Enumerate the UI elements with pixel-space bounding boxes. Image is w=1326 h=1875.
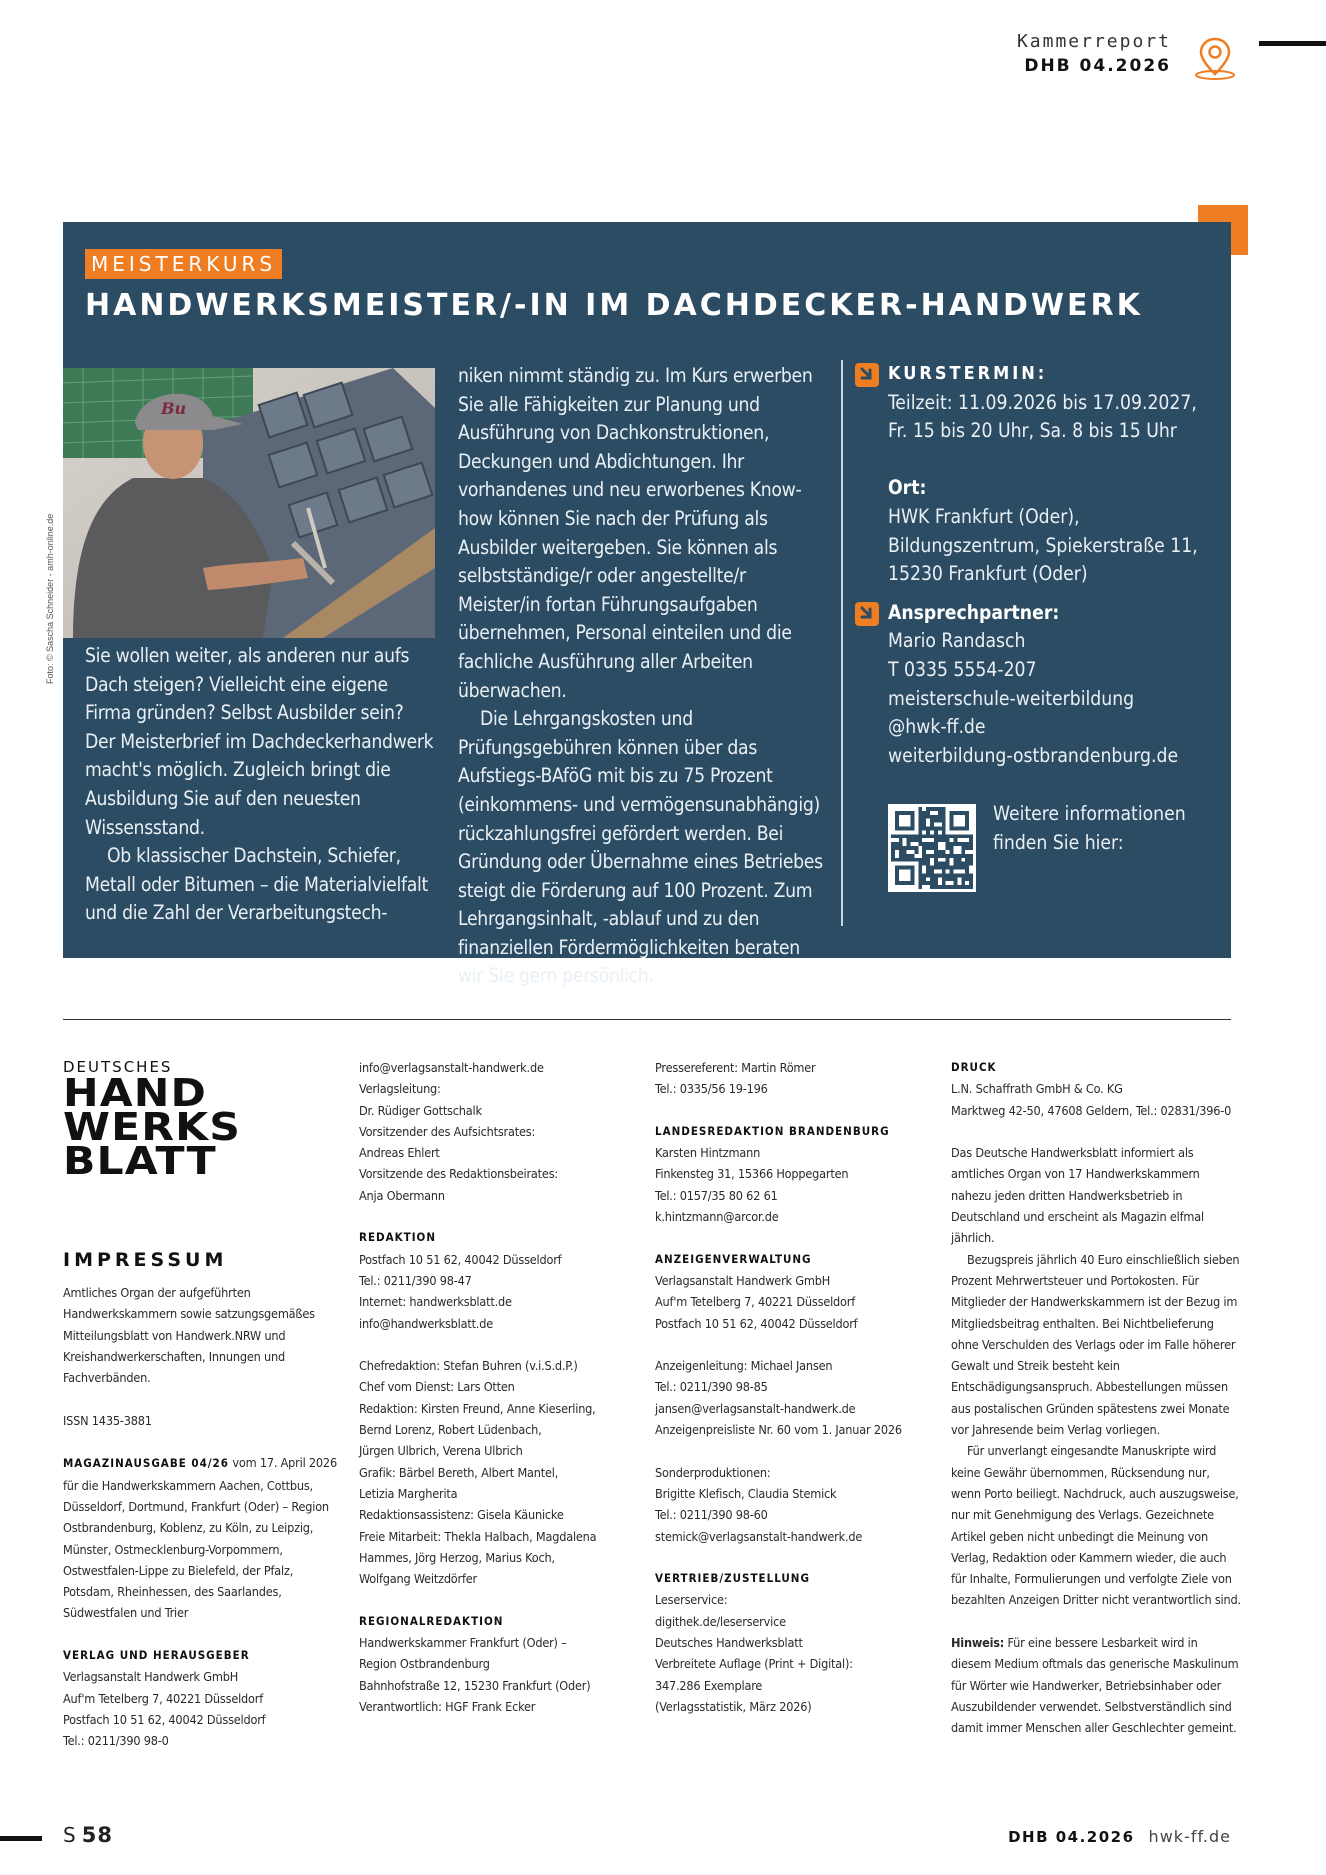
logo-line: WERKS [63, 1105, 242, 1149]
text-line: Pressereferent: Martin Römer [655, 1060, 816, 1075]
text-line: L.N. Schaffrath GmbH & Co. KG [951, 1081, 1123, 1097]
publisher-heading: VERLAG UND HERAUSGEBER [63, 1648, 250, 1663]
text-line: Verantwortlich: HGF Frank Ecker [359, 1698, 536, 1714]
text-line: Jürgen Ulbrich, Verena Ulbrich [359, 1443, 523, 1459]
text-line[interactable]: digithek.de/leserservice [655, 1613, 786, 1629]
text-line: Region Ostbrandenburg [359, 1656, 490, 1672]
location-pin-icon [1194, 36, 1236, 82]
text-line: Finkensteg 31, 15366 Hoppegarten [655, 1166, 849, 1182]
druck-lines [951, 1078, 1241, 1121]
impressum-intro: Amtliches Organ der aufgeführten Handwerkskammern sowie satzungsgemäßes Mitteilungsblatt von Handwerk.NRW und Kreishandwerkerschaften, Innungen und Fachverbänden. [63, 1285, 315, 1386]
text-line: Chef vom Dienst: Lars Otten [359, 1379, 515, 1395]
text-line[interactable]: Tel.: 0335/56 19-196 [655, 1081, 768, 1097]
impressum-title: IMPRESSUM [63, 1249, 228, 1271]
text-line[interactable]: jansen@verlagsanstalt-handwerk.de [655, 1400, 856, 1416]
qr-code[interactable] [888, 804, 976, 892]
regional-lines [359, 1632, 639, 1717]
column-divider [841, 360, 843, 926]
text-line: Chefredaktion: Stefan Buhren (v.i.S.d.P.) [359, 1358, 578, 1374]
footer-url-link[interactable]: hwk-ff.de [1148, 1827, 1231, 1846]
header-rule [1259, 41, 1326, 46]
publisher-lines [63, 1666, 343, 1751]
text-line: 347.286 Exemplare [655, 1677, 763, 1693]
contact-email[interactable]: meisterschule-weiterbildung [888, 686, 1135, 710]
course-date-label: KURSTERMIN: [888, 363, 1048, 384]
text-line: Verlagsleitung: [359, 1081, 441, 1097]
text-line: Dr. Rüdiger Gottschalk [359, 1102, 482, 1118]
text-line: Leserservice: [655, 1592, 728, 1608]
location-line: HWK Frankfurt (Oder), [888, 504, 1080, 528]
text-line: Verlagsanstalt Handwerk GmbH [655, 1272, 831, 1288]
qr-section [853, 804, 1223, 900]
text-line: Handwerkskammer Frankfurt (Oder) – [359, 1635, 567, 1651]
location-label: Ort: [888, 476, 927, 500]
vertrieb-heading: VERTRIEB/ZUSTELLUNG [655, 1571, 810, 1586]
paragraph: Ob klassischer Dachstein, Schiefer, Metall oder Bitumen – die Materialvielfalt und die Zahl der Verarbeitungstech- [85, 844, 429, 925]
course-kicker: MEISTERKURS [85, 249, 282, 279]
text-line: Vorsitzender des Aufsichtsrates: [359, 1123, 536, 1139]
section-name: Kammerreport [1016, 31, 1171, 52]
text-line: Vorsitzende des Redaktionsbeirates: [359, 1166, 559, 1182]
footer-rule [0, 1836, 42, 1841]
qr-caption-line: finden Sie hier: [993, 830, 1124, 854]
text-line: Deutsches Handwerksblatt [655, 1635, 803, 1651]
text-line: Freie Mitarbeit: Thekla Halbach, Magdalena [359, 1528, 597, 1544]
photo-image [63, 368, 435, 638]
footer-issue: DHB 04.2026 [1008, 1828, 1135, 1846]
arrow-icon [855, 363, 879, 387]
text-line: Postfach 10 51 62, 40042 Düsseldorf [655, 1315, 858, 1331]
section-divider [63, 1019, 1231, 1020]
issue-info [63, 1452, 343, 1474]
qr-caption-line: Weitere informationen [993, 802, 1186, 826]
paragraph: niken nimmt ständig zu. Im Kurs erwerben Sie alle Fähigkeiten zur Planung und Ausführung von Dachkonstruktionen, Deckungen und Abdichtungen. Ihr vorhandenes und neu erworbenes Know-how können Sie nach der Prüfung als Ausbilder weitergeben. Sie können als selbstständige/r oder angestellte/r Meister/in fortan Führungsaufgaben übernehmen, Personal einteilen und die fachliche Ausführung aller Arbeiten überwachen. [458, 364, 813, 702]
hinweis-label: Hinweis: [951, 1635, 1005, 1651]
redaktion-heading: REDAKTION [359, 1230, 437, 1245]
page-prefix: S [63, 1823, 76, 1847]
text-line[interactable]: Internet: handwerksblatt.de [359, 1294, 512, 1310]
staff-lines [359, 1355, 639, 1589]
text-line[interactable]: Tel.: 0157/35 80 62 61 [655, 1187, 778, 1203]
text-line: Hammes, Jörg Herzog, Marius Koch, [359, 1549, 555, 1565]
impressum-column-3 [655, 1057, 935, 1717]
text-line: Postfach 10 51 62, 40042 Düsseldorf [63, 1711, 266, 1727]
issue-label: DHB 04.2026 [1024, 56, 1171, 76]
body-column-1 [85, 642, 435, 928]
contact-phone[interactable]: T 0335 5554-207 [888, 657, 1037, 681]
contact-label: Ansprechpartner: [888, 600, 1060, 624]
regional-heading: REGIONALREDAKTION [359, 1613, 504, 1628]
text-line: Auf'm Tetelberg 7, 40221 Düsseldorf [63, 1690, 264, 1706]
page-number-value: 58 [81, 1823, 113, 1847]
paragraph: Die Lehrgangskosten und Prüfungsgebühren können über das Aufstiegs-BAföG mit bis zu 75 Prozent (einkommens- und vermögensunabhängig) rückzahlungsfrei gefördert werden. Bei Gründung oder Übernahme eines Betriebes steigt die Förderung auf 100 Prozent. Zum Lehrgangsinhalt, -ablauf und zu den finanziellen Fördermöglichkeiten beraten wir Sie gern persönlich. [458, 707, 823, 988]
text-line[interactable]: Tel.: 0211/390 98-47 [359, 1272, 472, 1288]
svg-text:Bu: Bu [161, 399, 187, 418]
text-line: Redaktion: Kirsten Freund, Anne Kieserling, [359, 1400, 596, 1416]
footer-right [1008, 1827, 1231, 1846]
paragraph: Bezugspreis jährlich 40 Euro einschließlich sieben Prozent Mehrwertsteuer und Portokosten. Für Mitglieder der Handwerkskammern ist der Bezug im Mitgliedsbeitrag enthalten. Bei Nichtbelieferung ohne Verschulden des Verlags oder im Falle höherer Gewalt und Streik besteht kein Entschädigungsanspruch. Abbestellungen müssen aus postalischen Gründen spätestens zwei Monate vor Jahresende beim Verlag vorliegen. [951, 1251, 1240, 1438]
course-time-line: Fr. 15 bis 20 Uhr, Sa. 8 bis 15 Uhr [888, 419, 1177, 443]
text-line[interactable]: info@verlagsanstalt-handwerk.de [359, 1060, 544, 1075]
vertrieb-lines [655, 1589, 935, 1717]
text-line: Wolfgang Weitzdörfer [359, 1571, 478, 1587]
text-line: Redaktionsassistenz: Gisela Käunicke [359, 1507, 564, 1523]
course-box [45, 222, 1231, 988]
text-line: Bernd Lorenz, Robert Lüdenbach, [359, 1422, 542, 1438]
text-line: (Verlagsstatistik, März 2026) [655, 1698, 812, 1714]
body-column-2 [458, 362, 826, 991]
text-line: Anzeigenpreisliste Nr. 60 vom 1. Januar 2026 [655, 1422, 902, 1438]
issue-chambers: für die Handwerkskammern Aachen, Cottbus, Düsseldorf, Dortmund, Frankfurt (Oder) – Region Ostbrandenburg, Koblenz, zu Köln, zu Leipzig, Münster, Ostmecklenburg-Vorpommern, Ostwestfalen-Lippe zu Bielefeld, der Pfalz, Potsdam, Rheinhessen, des Saarlandes, Südwestfalen und Trier [63, 1477, 329, 1621]
issn: ISSN 1435-3881 [63, 1412, 152, 1428]
press-lines [655, 1057, 935, 1100]
text-line: Grafik: Bärbel Bereth, Albert Mantel, [359, 1464, 559, 1480]
impressum-column-1 [63, 1282, 343, 1752]
paragraph: Für unverlangt eingesandte Manuskripte wird keine Gewähr übernommen, Rücksendung nur, wenn Porto beiliegt. Nachdruck, auch auszugsweise, nur mit Genehmigung des Verlags. Gezeichnete Artikel geben nicht unbedingt die Meinung von Verlag, Redaktion oder Kammern wieder, die auch für Inhalte, Formulierungen und verfolgte Ziele von bezahlten Anzeigen Dritter nicht verantwortlich sind. [951, 1443, 1241, 1608]
text-line[interactable]: Tel.: 0211/390 98-60 [655, 1507, 768, 1523]
text-line: Letizia Margherita [359, 1485, 458, 1501]
impressum-column-4 [951, 1057, 1241, 1739]
contact-website-link[interactable]: weiterbildung-ostbrandenburg.de [888, 743, 1179, 767]
issue-label: MAGAZINAUSGABE 04/26 [63, 1456, 229, 1471]
text-line[interactable]: Marktweg 42-50, 47608 Geldern, Tel.: 02831/396-0 [951, 1102, 1232, 1118]
roofer-photo [63, 368, 435, 638]
redaktion-lines [359, 1249, 639, 1334]
photo-credit: Foto: © Sascha Schneider - amh-online.de [45, 513, 55, 684]
anzeigen-lines [655, 1270, 935, 1334]
text-line: Andreas Ehlert [359, 1145, 440, 1161]
qr-caption [993, 800, 1213, 857]
anzeigen-heading: ANZEIGENVERWALTUNG [655, 1251, 812, 1266]
text-line[interactable]: k.hintzmann@arcor.de [655, 1209, 779, 1225]
contact-email-domain[interactable]: @hwk-ff.de [888, 715, 986, 739]
location-line: 15230 Frankfurt (Oder) [888, 562, 1088, 586]
impressum-column-2 [359, 1057, 639, 1717]
sonder-lines [655, 1462, 935, 1547]
text-line: Anja Obermann [359, 1187, 445, 1203]
druck-heading: DRUCK [951, 1060, 997, 1074]
anzeigenleitung-lines [655, 1355, 935, 1440]
text-line[interactable]: info@handwerksblatt.de [359, 1315, 493, 1331]
text-line: Verlagsanstalt Handwerk GmbH [63, 1669, 239, 1685]
issue-date: vom 17. April 2026 [228, 1455, 337, 1471]
text-line: Anzeigenleitung: Michael Jansen [655, 1358, 833, 1374]
logo-line: HAND [63, 1071, 207, 1115]
text-line[interactable]: Tel.: 0211/390 98-85 [655, 1379, 768, 1395]
hinweis [951, 1632, 1241, 1738]
location-line: Bildungszentrum, Spiekerstraße 11, [888, 533, 1198, 557]
text-line[interactable]: Tel.: 0211/390 98-0 [63, 1733, 169, 1749]
text-line: Brigitte Klefisch, Claudia Stemick [655, 1485, 837, 1501]
text-line: Auf'm Tetelberg 7, 40221 Düsseldorf [655, 1294, 856, 1310]
course-info [853, 360, 1223, 900]
contact-block [853, 599, 1223, 771]
page-number [63, 1823, 113, 1847]
logo-line: BLATT [63, 1139, 217, 1183]
paragraph: Das Deutsche Handwerksblatt informiert als amtliches Organ von 17 Handwerkskammern nahezu jeden dritten Handwerksbetrieb in Deutschland und erscheint als Magazin elfmal jährlich. [951, 1145, 1204, 1246]
paragraph: Sie wollen weiter, als anderen nur aufs Dach steigen? Vielleicht eine eigene Firma gründen? Selbst Ausbilder sein? Der Meisterbrief im Dachdeckerhandwerk macht's möglich. Zugleich bringt die Ausbildung Sie auf den neuesten Wissensstand. [85, 644, 434, 839]
text-line: Postfach 10 51 62, 40042 Düsseldorf [359, 1251, 562, 1267]
landes-heading: LANDESREDAKTION BRANDENBURG [655, 1123, 890, 1138]
logo-small-text: DEUTSCHES [63, 1058, 173, 1076]
page-header [1017, 30, 1171, 78]
course-date-line: Teilzeit: 11.09.2026 bis 17.09.2027, [888, 390, 1197, 414]
arrow-icon [855, 602, 879, 626]
landes-lines [655, 1142, 935, 1227]
hinweis-text: Für eine bessere Lesbarkeit wird in diesem Medium oftmals das generische Maskulinum für Wörter wie Handwerker, Betriebsinhaber oder Auszubildender verwendet. Selbstverständlich sind damit immer Menschen aller Geschlechter gemeint. [951, 1635, 1239, 1736]
text-line[interactable]: stemick@verlagsanstalt-handwerk.de [655, 1528, 863, 1544]
course-title: HANDWERKSMEISTER/-IN IM DACHDECKER-HANDWERK [85, 288, 1143, 323]
text-line: Bahnhofstraße 12, 15230 Frankfurt (Oder) [359, 1677, 591, 1693]
course-date-block [853, 360, 1223, 589]
text-line: Karsten Hintzmann [655, 1145, 761, 1161]
contact-name: Mario Randasch [888, 629, 1026, 653]
management-lines [359, 1057, 639, 1206]
text-line: Sonderproduktionen: [655, 1464, 771, 1480]
text-line: Verbreitete Auflage (Print + Digital): [655, 1656, 853, 1672]
dhb-logo [63, 1058, 242, 1183]
